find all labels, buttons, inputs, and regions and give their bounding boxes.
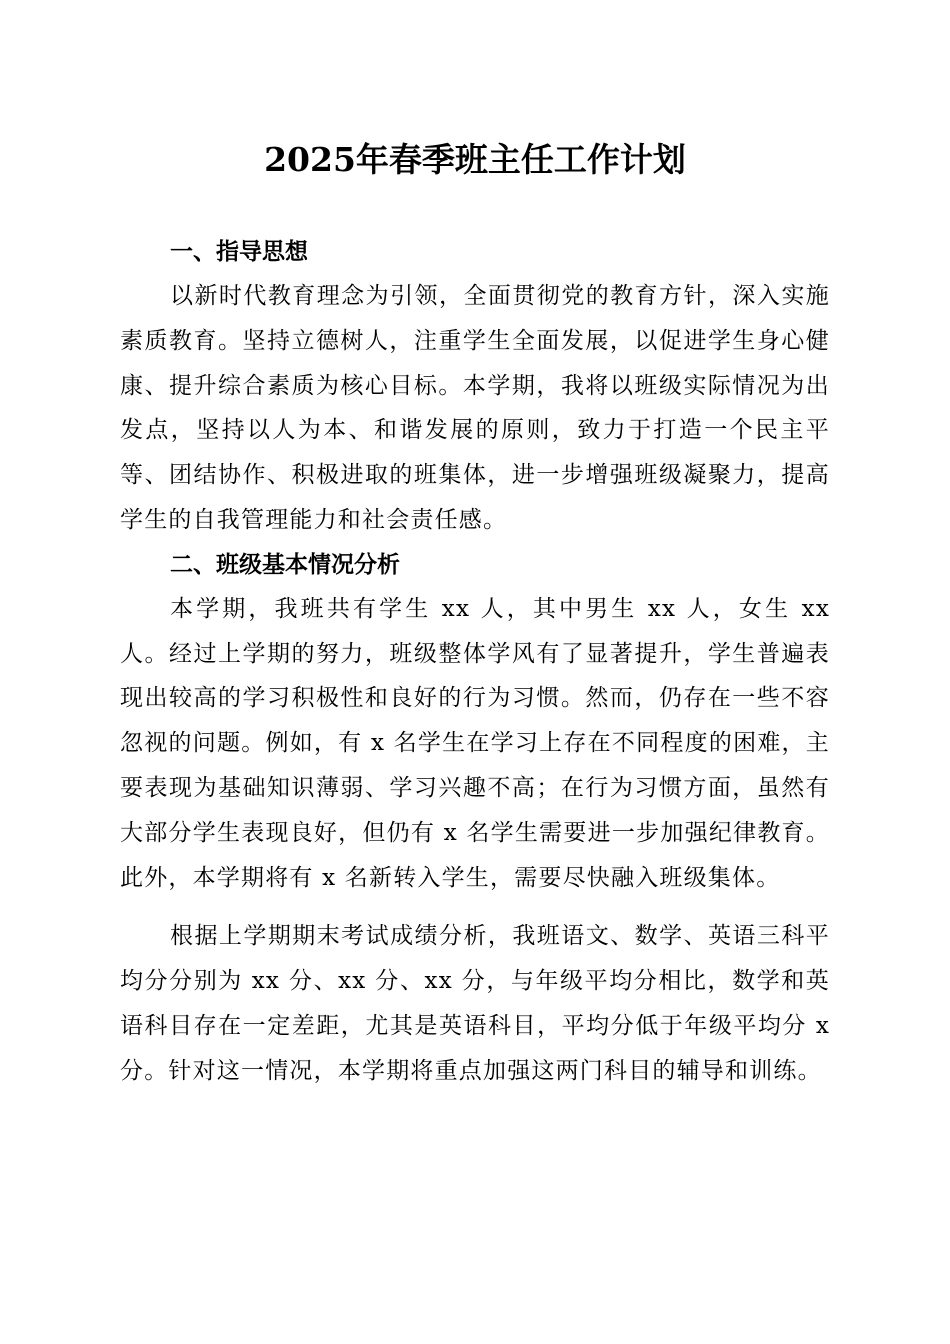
section-heading: 二、班级基本情况分析 [170,551,400,578]
section-guiding-ideology [120,230,830,543]
document-body [120,230,830,1094]
section-heading: 一、指导思想 [170,239,308,265]
paragraph-gap [120,900,830,914]
paragraph: 根据上学期期末考试成绩分析，我班语文、数学、英语三科平均分分别为 xx 分、xx 分、xx 分，与年级平均分相比，数学和英语科目存在一定差距，尤其是英语科目，平均分低于年级平均分 x 分。针对这一情况，本学期将重点加强这两门科目的辅导和训练。 [120,923,830,1084]
paragraph: 以新时代教育理念为引领，全面贯彻党的教育方针，深入实施素质教育。坚持立德树人，注重学生全面发展，以促进学生身心健康、提升综合素质为核心目标。本学期，我将以班级实际情况为出发点，坚持以人为本、和谐发展的原则，致力于打造一个民主平等、团结协作、积极进取的班集体，进一步增强班级凝聚力，提高学生的自我管理能力和社会责任感。 [120,283,830,533]
document-title: 2025年春季班主任工作计划 [264,140,686,179]
section-class-analysis [120,543,830,1094]
paragraph: 本学期，我班共有学生 xx 人，其中男生 xx 人，女生 xx 人。经过上学期的努力，班级整体学风有了显著提升，学生普遍表现出较高的学习积极性和良好的行为习惯。然而，仍存在一些不容忽视的问题。例如，有 x 名学生在学习上存在不同程度的困难，主要表现为基础知识薄弱、学习兴趣不高；在行为习惯方面，虽然有大部分学生表现良好，但仍有 x 名学生需要进一步加强纪律教育。此外，本学期将有 x 名新转入学生，需要尽快融入班级集体。 [120,595,830,891]
